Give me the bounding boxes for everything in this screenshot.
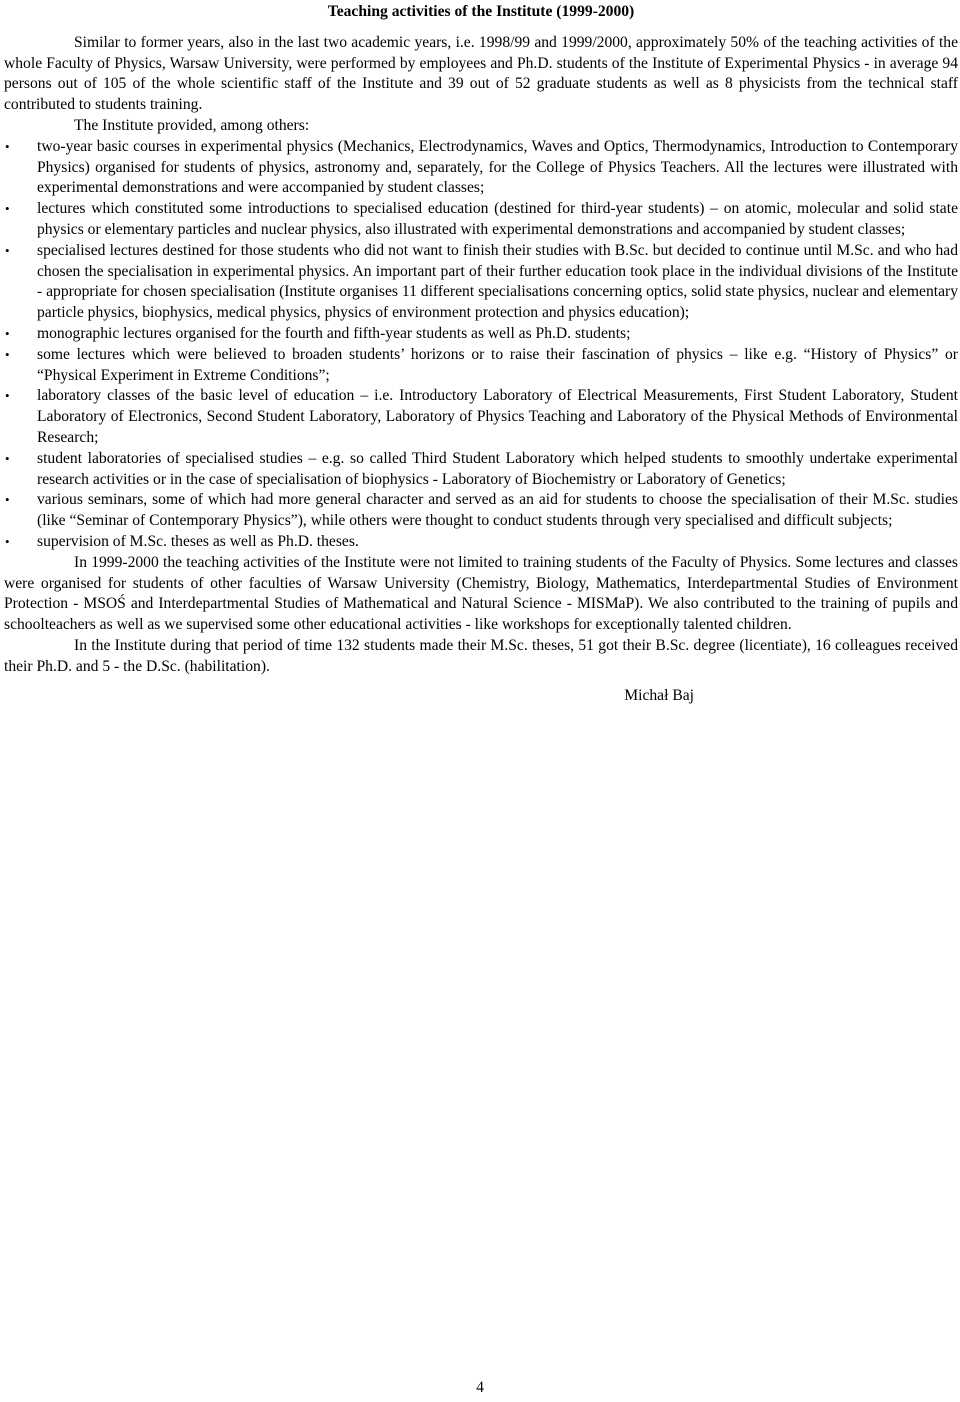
document-body	[4, 2, 958, 706]
bullet-icon: •	[5, 138, 10, 154]
list-item	[4, 199, 958, 241]
list-item-text: some lectures which were believed to broaden students’ horizons or to raise their fascination of physics – like e.g. “History of Physics” or “Physical Experiment in Extreme Conditions”;	[37, 345, 958, 384]
list-item-text: laboratory classes of the basic level of education – i.e. Introductory Laboratory of Electrical Measurements, First Student Laboratory, Student Laboratory of Electronics, Second Student Laboratory, Laboratory of Physics Teaching and Laboratory of the Physical Methods of Environmental Research;	[37, 387, 958, 446]
activities-list	[4, 137, 958, 553]
list-item-text: supervision of M.Sc. theses as well as Ph.D. theses.	[37, 532, 359, 550]
page-title: Teaching activities of the Institute (1999-2000)	[327, 3, 635, 20]
list-item-text: two-year basic courses in experimental physics (Mechanics, Electrodynamics, Waves and Optics, Thermodynamics, Introduction to Contemporary Physics) organised for students of physics, astronomy and, separately, for the College of Physics Teachers. All the lectures were illustrated with experimental demonstrations and were accompanied by student classes;	[37, 137, 958, 197]
list-item-text: student laboratories of specialised studies – e.g. so called Third Student Laboratory which helped students to smoothly undertake experimental research activities or in the case of specialisation of biophysics - Laboratory of Biochemistry or Laboratory of Genetics;	[37, 449, 958, 488]
list-item-text: various seminars, some of which had more general character and served as an aid for students to choose the specialisation of their M.Sc. studies (like “Seminar of Contemporary Physics”), while others were thought to conduct students through very specialised and difficult subjects;	[37, 491, 958, 530]
list-item	[4, 532, 958, 553]
bullet-icon: •	[5, 325, 10, 341]
list-item	[4, 324, 958, 345]
list-item	[4, 345, 958, 387]
bullet-icon: •	[5, 450, 10, 466]
list-item-text: specialised lectures destined for those students who did not want to finish their studies with B.Sc. but decided to continue until M.Sc. and who had chosen the specialisation in experimental physics. An important part of their further education took place in the individual divisions of the Institute - appropriate for chosen specialisation (Institute organises 11 different specialisations concerning optics, solid state physics, nuclear and elementary particle physics, biophysics, medical physics, physics of environment protection and physics education);	[37, 241, 958, 322]
list-item	[4, 386, 958, 448]
intro-paragraph: Similar to former years, also in the last two academic years, i.e. 1998/99 and 1999/2000, approximately 50% of the teaching activities of the whole Faculty of Physics, Warsaw University, were performed by employees and Ph.D. students of the Institute of Experimental Physics - in average 94 persons out of 105 of the whole scientific staff of the Institute and 39 out of 52 graduate students as well as 8 physicists from the technical staff contributed to students training.	[4, 33, 958, 114]
list-item	[4, 137, 958, 199]
bullet-icon: •	[5, 346, 10, 362]
list-item	[4, 490, 958, 532]
list-item	[4, 241, 958, 324]
provided-intro: The Institute provided, among others:	[74, 116, 310, 134]
list-item	[4, 449, 958, 491]
other-faculties-paragraph: In 1999-2000 the teaching activities of the Institute were not limited to training students of the Faculty of Physics. Some lectures and classes were organised for students of other faculties of Warsaw University (Chemistry, Biology, Mathematics, Interdepartmental Studies of Environment Protection - MSOŚ and Interdepartmental Studies of Mathematical and Natural Science - MISMaP). We also contributed to the training of pupils and schoolteachers as well as we supervised some other educational activities - like workshops for exceptionally talented children.	[4, 553, 958, 634]
bullet-icon: •	[5, 533, 10, 549]
bullet-icon: •	[5, 388, 10, 404]
bullet-icon: •	[5, 492, 10, 508]
bullet-icon: •	[5, 201, 10, 217]
author-signature: Michał Baj	[624, 686, 694, 704]
bullet-icon: •	[5, 242, 10, 258]
degrees-paragraph: In the Institute during that period of time 132 students made their M.Sc. theses, 51 got their B.Sc. degree (licentiate), 16 colleagues received their Ph.D. and 5 - the D.Sc. (habilitation).	[4, 636, 958, 675]
page-number: 4	[476, 1379, 484, 1396]
list-item-text: monographic lectures organised for the fourth and fifth-year students as well as Ph.D. students;	[37, 324, 631, 342]
list-item-text: lectures which constituted some introductions to specialised education (destined for third-year students) – on atomic, molecular and solid state physics or elementary particles and nuclear physics, also illustrated with experimental demonstrations and accompanied by student classes;	[37, 200, 958, 238]
